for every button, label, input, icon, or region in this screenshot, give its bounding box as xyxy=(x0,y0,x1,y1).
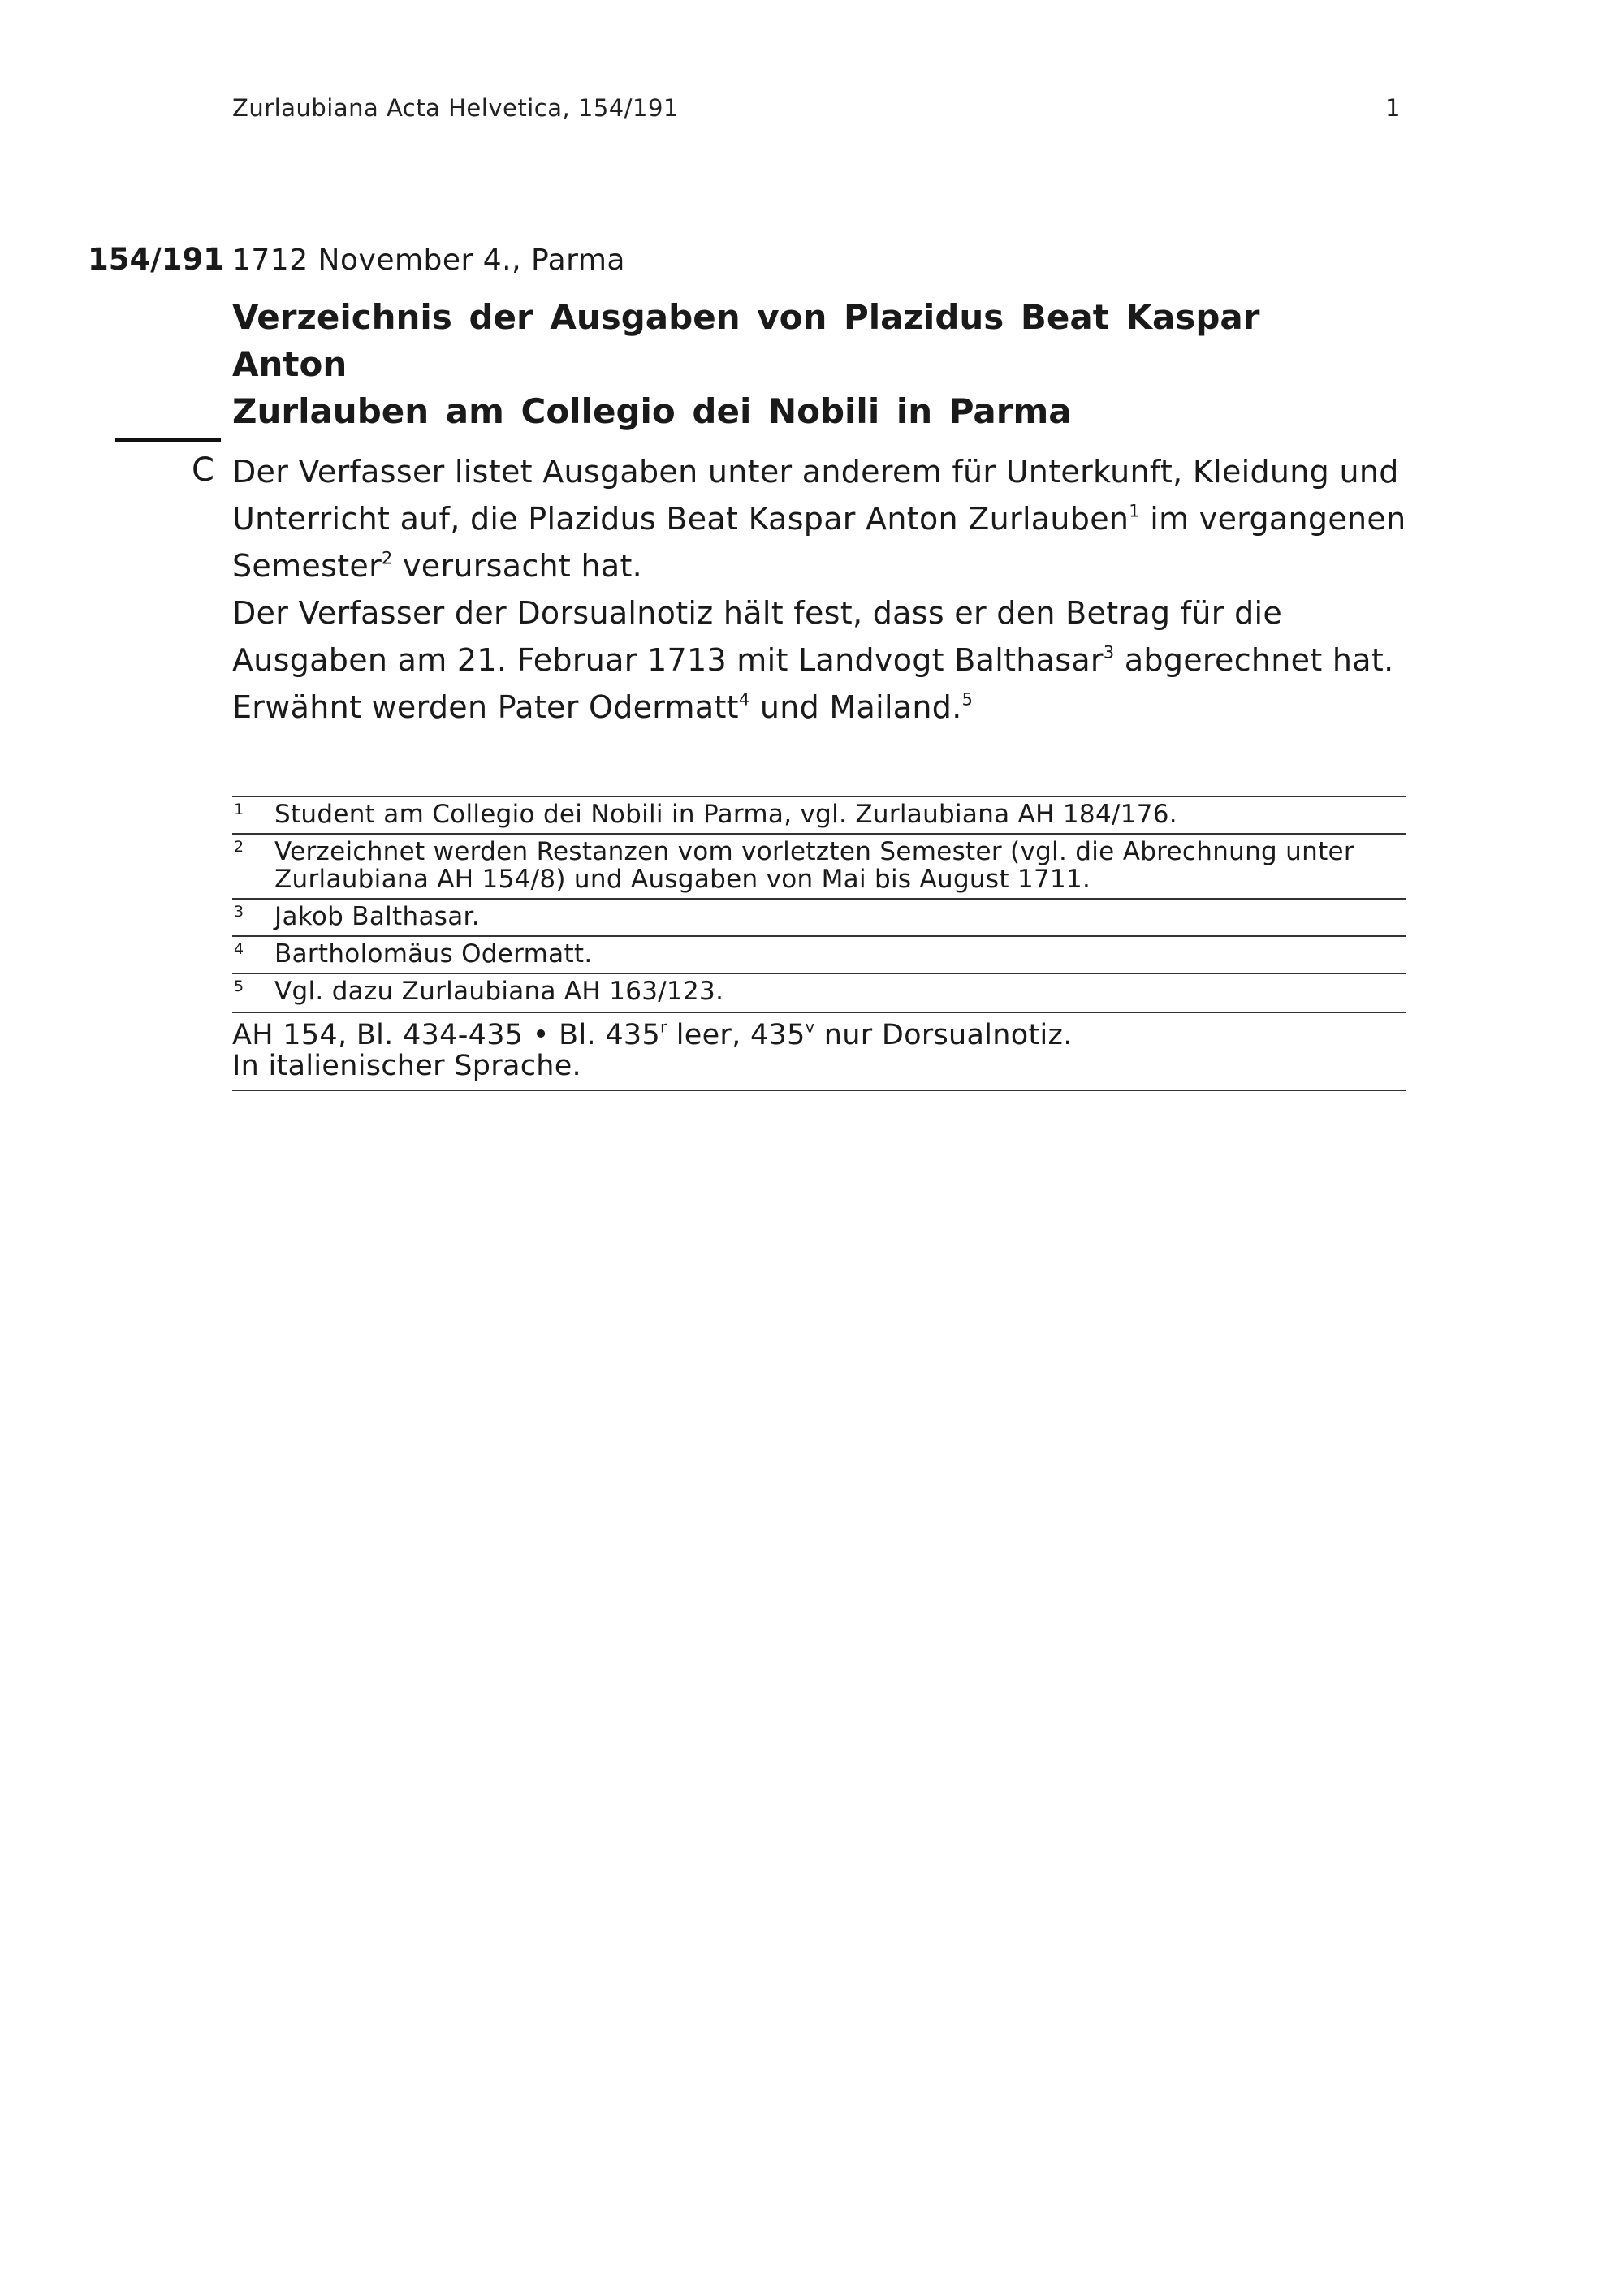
source-line-1 xyxy=(232,1017,1406,1051)
source-type-letter: C xyxy=(192,451,214,489)
source-description xyxy=(232,1012,1406,1091)
footnote-number: 4 xyxy=(234,940,244,958)
footnote-ref-3[interactable]: 3 xyxy=(1103,642,1115,662)
footnote-ref-1[interactable]: 1 xyxy=(1129,501,1140,521)
document-date-place: 1712 November 4., Parma xyxy=(232,244,625,277)
verso-mark: v xyxy=(805,1017,815,1037)
regest-text: und Mailand. xyxy=(749,689,962,725)
regest xyxy=(232,448,1418,731)
footnote-text: Jakob Balthasar. xyxy=(274,902,480,931)
source-line-2: In italienischer Sprache. xyxy=(232,1050,581,1082)
regest-text: verursacht hat. xyxy=(392,548,643,584)
regest-text: im vergangenen Semester xyxy=(232,501,1406,584)
footnote-number: 5 xyxy=(234,978,244,995)
regest-text: Der Verfasser der Dorsualnotiz hält fest, dass er den Betrag für die Ausgaben am 21. Februar 1713 mit Landvogt Balthasar xyxy=(232,595,1283,678)
recto-mark: r xyxy=(660,1017,667,1037)
footnote xyxy=(232,796,1406,833)
running-head: Zurlaubiana Acta Helvetica, 154/191 xyxy=(232,94,679,122)
footnotes xyxy=(232,796,1406,1091)
regest-paragraph-2 xyxy=(232,589,1418,731)
footnote xyxy=(232,898,1406,935)
footnote-text: Vgl. dazu Zurlaubiana AH 163/123. xyxy=(274,977,724,1006)
regest-text: abgerechnet hat. Erwähnt werden Pater Odermatt xyxy=(232,642,1394,725)
regest-text: Der Verfasser listet Ausgaben unter anderem für Unterkunft, Kleidung und Unterricht auf, die Plazidus Beat Kaspar Anton Zurlauben xyxy=(232,454,1399,537)
footnote-number: 1 xyxy=(234,801,244,818)
source-text: nur Dorsualnotiz. xyxy=(814,1019,1073,1051)
document-number: 154/191 xyxy=(88,242,224,277)
page-number: 1 xyxy=(1385,94,1401,122)
footnote xyxy=(232,833,1406,898)
margin-rule xyxy=(115,438,221,442)
footnote-ref-5[interactable]: 5 xyxy=(961,689,974,710)
footnote-text: Bartholomäus Odermatt. xyxy=(274,939,593,969)
title-line-1: Verzeichnis der Ausgaben von Plazidus Beat Kaspar Anton xyxy=(232,297,1260,384)
title-line-2: Zurlauben am Collegio dei Nobili in Parma xyxy=(232,391,1072,431)
footnote-text: Verzeichnet werden Restanzen vom vorletzten Semester (vgl. die Abrechnung unter Zurlaubiana AH 154/8) und Ausgaben von Mai bis August 1711. xyxy=(274,837,1354,894)
footnote-number: 2 xyxy=(234,838,244,856)
footnote xyxy=(232,973,1406,1010)
footnote-ref-2[interactable]: 2 xyxy=(382,548,393,568)
footnote-number: 3 xyxy=(234,903,244,921)
footnote-text: Student am Collegio dei Nobili in Parma, vgl. Zurlaubiana AH 184/176. xyxy=(274,800,1177,829)
regest-paragraph-1 xyxy=(232,448,1418,589)
source-text: leer, 435 xyxy=(667,1019,806,1051)
footnote xyxy=(232,935,1406,973)
source-text: AH 154, Bl. 434-435 • Bl. 435 xyxy=(232,1019,661,1051)
footnote-ref-4[interactable]: 4 xyxy=(738,689,750,710)
document-title xyxy=(232,294,1288,435)
